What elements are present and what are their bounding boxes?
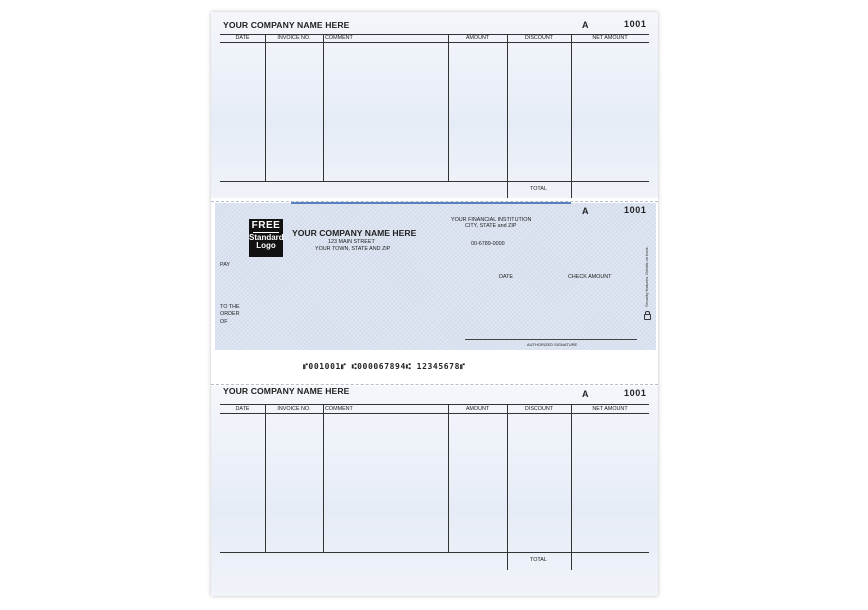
check-number: 1001 [624, 205, 647, 215]
check-amount-label: CHECK AMOUNT [568, 274, 612, 280]
col-divider [571, 34, 572, 198]
signature-line [465, 339, 637, 340]
signature-label: AUTHORIZED SIGNATURE [527, 342, 578, 347]
col-divider [265, 404, 266, 552]
col-divider [323, 404, 324, 552]
col-header-invoice: INVOICE NO. [277, 35, 311, 41]
company-address1: 123 MAIN STREET [328, 239, 375, 245]
col-header-amount: AMOUNT [465, 35, 490, 41]
company-address2: YOUR TOWN, STATE AND ZIP [315, 246, 391, 252]
total-rule [220, 552, 649, 553]
total-label: TOTAL [530, 557, 547, 563]
col-divider [448, 34, 449, 181]
col-header-discount: DISCOUNT [524, 406, 554, 412]
stub-letter: A [582, 389, 589, 399]
stub-check-number: 1001 [624, 388, 647, 398]
col-header-date: DATE [235, 406, 250, 412]
col-header-invoice: INVOICE NO. [277, 406, 311, 412]
bank-name: YOUR FINANCIAL INSTITUTION [451, 217, 532, 223]
col-divider [571, 404, 572, 570]
col-header-date: DATE [235, 35, 250, 41]
total-rule [220, 181, 649, 182]
routing-fraction: 00-6789-0000 [471, 241, 505, 247]
lock-icon [644, 314, 651, 320]
stub-company-name: YOUR COMPANY NAME HERE [223, 20, 350, 30]
col-divider [507, 34, 508, 198]
col-header-comment: COMMENT [325, 35, 353, 41]
bank-city: CITY, STATE and ZIP [465, 223, 517, 229]
header-bottom-rule [220, 413, 649, 414]
perforation-line [211, 384, 658, 385]
col-divider [507, 404, 508, 570]
col-header-net-amount: NET AMOUNT [592, 406, 628, 412]
logo-line2: Standard [249, 233, 284, 242]
stub-check-number: 1001 [624, 19, 647, 29]
header-bottom-rule [220, 42, 649, 43]
col-divider [448, 404, 449, 552]
col-header-comment: COMMENT [325, 406, 353, 412]
stub-company-name: YOUR COMPANY NAME HERE [223, 386, 350, 396]
date-label: DATE [499, 274, 513, 280]
col-header-amount: AMOUNT [465, 406, 490, 412]
col-header-net-amount: NET AMOUNT [592, 35, 628, 41]
security-notice: Security features. Details on back. [644, 246, 649, 307]
total-label: TOTAL [530, 186, 547, 192]
check-top-bar [291, 202, 571, 204]
col-header-discount: DISCOUNT [524, 35, 554, 41]
header-top-rule [220, 404, 649, 405]
logo-line3: Logo [256, 241, 276, 250]
check-paper [211, 12, 658, 596]
bottom-voucher-stub [211, 386, 658, 596]
of-label: OF [220, 319, 228, 325]
order-label: ORDER [220, 311, 240, 317]
pay-label: PAY [220, 262, 230, 268]
col-divider [323, 34, 324, 181]
company-logo [249, 219, 283, 257]
stub-letter: A [582, 20, 589, 30]
to-the-label: TO THE [220, 304, 240, 310]
logo-line1: FREE [251, 220, 281, 231]
micr-line: ⑈001001⑈ ⑆000067894⑆ 12345678⑈ [303, 362, 466, 371]
check-letter: A [582, 206, 589, 216]
top-voucher-stub [211, 12, 658, 198]
check-company-name: YOUR COMPANY NAME HERE [292, 228, 417, 238]
check-body [215, 203, 656, 350]
col-divider [265, 34, 266, 181]
